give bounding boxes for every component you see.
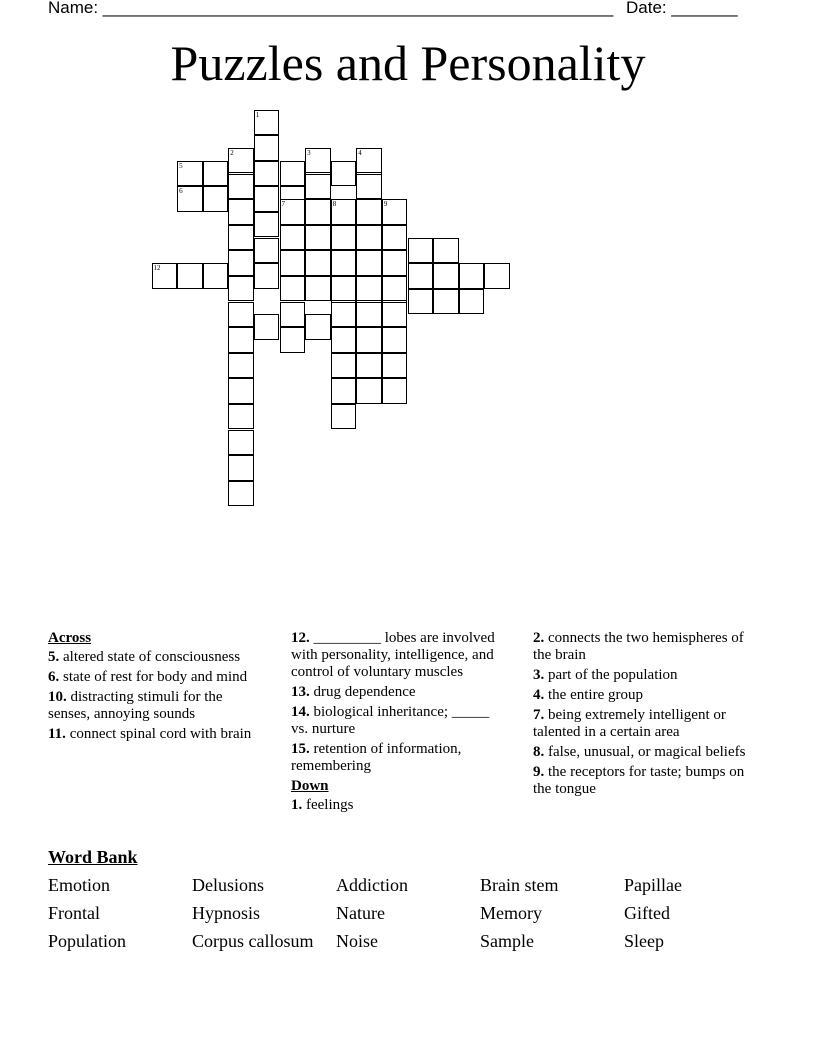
grid-cell[interactable]: [280, 161, 306, 187]
grid-cell[interactable]: [356, 327, 382, 353]
grid-cell[interactable]: [280, 276, 306, 302]
grid-cell[interactable]: [228, 430, 254, 456]
clues-column-2: [291, 630, 501, 817]
grid-cell[interactable]: [356, 225, 382, 251]
clue: [48, 669, 268, 686]
clue-text: state of rest for body and mind: [59, 669, 248, 685]
grid-cell[interactable]: [356, 302, 382, 328]
grid-cell[interactable]: [254, 186, 280, 212]
word-bank-word: Nature: [336, 903, 385, 923]
clue: [533, 630, 748, 664]
grid-cell[interactable]: [203, 263, 229, 289]
grid-cell[interactable]: [382, 225, 408, 251]
grid-cell[interactable]: [228, 378, 254, 404]
word-bank-word: Brain stem: [480, 875, 559, 895]
clue-number: 1: [255, 110, 260, 119]
clue-text: _________ lobes are involved with personality, intelligence, and control of voluntary muscles: [291, 630, 495, 680]
clue-number: 4.: [533, 687, 545, 703]
clue: [533, 764, 748, 798]
grid-cell[interactable]: [254, 161, 280, 187]
grid-cell[interactable]: [382, 378, 408, 404]
word-bank-word: Frontal: [48, 903, 100, 923]
grid-cell[interactable]: [433, 289, 459, 315]
grid-cell[interactable]: [356, 353, 382, 379]
clue-number: 8.: [533, 744, 545, 760]
grid-cell[interactable]: [280, 302, 306, 328]
clue-text: false, unusual, or magical beliefs: [544, 744, 746, 760]
grid-cell[interactable]: [177, 186, 203, 212]
grid-cell[interactable]: [356, 250, 382, 276]
clue-text: distracting stimuli for the senses, annoying sounds: [48, 689, 223, 722]
grid-cell[interactable]: [331, 199, 357, 225]
grid-cell[interactable]: [254, 212, 280, 238]
clue: [533, 707, 748, 741]
across-clue-list-continued: [291, 630, 501, 775]
clue-number: 2.: [533, 630, 545, 646]
word-bank-word: Addiction: [336, 875, 408, 895]
date-field[interactable]: Date: _______: [626, 0, 738, 17]
clue-number: 10.: [48, 689, 67, 705]
grid-cell[interactable]: [331, 276, 357, 302]
clue-text: being extremely intelligent or talented in a certain area: [533, 707, 726, 740]
down-heading: Down: [291, 778, 329, 794]
grid-cell[interactable]: [382, 302, 408, 328]
clue-number: 6.: [48, 669, 60, 685]
clue-number: 1.: [291, 797, 303, 813]
grid-cell[interactable]: [331, 353, 357, 379]
clue: [291, 741, 501, 775]
word-bank-row: [48, 931, 768, 959]
clue-number: 5: [179, 161, 183, 170]
clue-number: 15.: [291, 741, 310, 757]
grid-cell[interactable]: [382, 276, 408, 302]
word-bank: [48, 875, 768, 959]
clue-number: 14.: [291, 704, 310, 720]
grid-cell[interactable]: [305, 225, 331, 251]
grid-cell[interactable]: [305, 276, 331, 302]
grid-cell[interactable]: [152, 263, 178, 289]
word-bank-word: Population: [48, 931, 127, 951]
word-bank-word: Sample: [480, 931, 534, 951]
grid-cell[interactable]: [331, 378, 357, 404]
clue-number: 9: [383, 200, 388, 209]
clue-number: 12: [153, 264, 161, 273]
grid-cell[interactable]: [331, 250, 357, 276]
word-bank-word: Delusions: [192, 875, 264, 895]
word-bank-word: Noise: [336, 931, 378, 951]
grid-cell[interactable]: [228, 276, 254, 302]
grid-cell[interactable]: [356, 148, 382, 174]
clue: [533, 687, 748, 704]
word-bank-title: Word Bank: [48, 847, 138, 867]
grid-cell[interactable]: [228, 327, 254, 353]
word-bank-word: Papillae: [624, 875, 682, 895]
grid-cell[interactable]: [484, 263, 510, 289]
name-field[interactable]: Name: ______________________________________________________: [48, 0, 614, 17]
grid-cell[interactable]: [382, 250, 408, 276]
clue-number: 8: [332, 200, 337, 209]
down-clue-list: [291, 797, 501, 814]
grid-cell[interactable]: [382, 353, 408, 379]
grid-cell[interactable]: [331, 327, 357, 353]
grid-cell[interactable]: [228, 353, 254, 379]
clue-text: the entire group: [544, 687, 643, 703]
grid-cell[interactable]: [228, 404, 254, 430]
grid-cell[interactable]: [254, 135, 280, 161]
grid-cell[interactable]: [408, 263, 434, 289]
grid-cell[interactable]: [228, 302, 254, 328]
grid-cell[interactable]: [203, 161, 229, 187]
word-bank-word: Hypnosis: [192, 903, 261, 923]
grid-cell[interactable]: [305, 199, 331, 225]
grid-cell[interactable]: [433, 238, 459, 264]
clue-text: feelings: [302, 797, 354, 813]
grid-cell[interactable]: [280, 199, 306, 225]
clue: [291, 684, 501, 701]
clue: [291, 704, 501, 738]
grid-cell[interactable]: [228, 455, 254, 481]
clue-number: 4: [358, 148, 362, 157]
grid-cell[interactable]: [382, 199, 408, 225]
grid-cell[interactable]: [356, 276, 382, 302]
grid-cell[interactable]: [177, 263, 203, 289]
clue-text: altered state of consciousness: [59, 649, 241, 665]
grid-cell[interactable]: [228, 199, 254, 225]
grid-cell[interactable]: [254, 314, 280, 340]
clue-text: connect spinal cord with brain: [65, 726, 252, 742]
clue-number: 3: [307, 148, 311, 157]
grid-cell[interactable]: [356, 174, 382, 200]
grid-cell[interactable]: [228, 481, 254, 507]
grid-cell[interactable]: [305, 314, 331, 340]
grid-cell[interactable]: [459, 263, 485, 289]
grid-cell[interactable]: [203, 186, 229, 212]
grid-cell[interactable]: [331, 225, 357, 251]
word-bank-word: Corpus callosum: [192, 931, 314, 951]
across-heading: Across: [48, 630, 92, 646]
clue-number: 13.: [291, 684, 310, 700]
page-title: Puzzles and Personality: [170, 35, 646, 91]
grid-cell[interactable]: [382, 327, 408, 353]
grid-cell[interactable]: [459, 289, 485, 315]
clue-text: biological inheritance; _____ vs. nurture: [291, 704, 490, 737]
word-bank-word: Emotion: [48, 875, 110, 895]
word-bank-row: [48, 875, 768, 903]
clue: [48, 726, 268, 743]
clue: [533, 667, 748, 684]
clue-text: the receptors for taste; bumps on the tongue: [533, 764, 745, 797]
grid-cell[interactable]: [433, 263, 459, 289]
clue-number: 9.: [533, 764, 545, 780]
clue: [48, 689, 268, 723]
grid-cell[interactable]: [305, 148, 331, 174]
grid-cell[interactable]: [177, 161, 203, 187]
clue: [291, 630, 501, 681]
clue-text: part of the population: [544, 667, 678, 683]
grid-cell[interactable]: [280, 327, 306, 353]
grid-cell[interactable]: [228, 174, 254, 200]
clue-number: 3.: [533, 667, 545, 683]
clues-column-1: [48, 630, 268, 746]
grid-cell[interactable]: [280, 225, 306, 251]
clue-number: 6: [179, 187, 183, 196]
clue-number: 7: [281, 200, 285, 209]
word-bank-word: Gifted: [624, 903, 670, 923]
clue-text: retention of information, remembering: [291, 741, 462, 774]
grid-cell[interactable]: [408, 238, 434, 264]
clue-number: 12.: [291, 630, 310, 646]
clue-text: connects the two hemispheres of the brain: [533, 630, 744, 663]
grid-cell[interactable]: [408, 289, 434, 315]
grid-cell[interactable]: [280, 250, 306, 276]
clue: [48, 649, 268, 666]
clue: [291, 797, 501, 814]
grid-cell[interactable]: [254, 110, 280, 136]
clue-number: 5.: [48, 649, 60, 665]
grid-cell[interactable]: [254, 263, 280, 289]
clues-column-3: [533, 630, 748, 801]
clue: [533, 744, 748, 761]
word-bank-word: Memory: [480, 903, 542, 923]
grid-cell[interactable]: [331, 161, 357, 187]
grid-cell[interactable]: [356, 199, 382, 225]
grid-cell[interactable]: [305, 250, 331, 276]
grid-cell[interactable]: [228, 225, 254, 251]
clue-number: 11.: [48, 726, 66, 742]
clue-number: 2: [230, 148, 234, 157]
down-clue-list-continued: [533, 630, 748, 798]
clue-number: 7.: [533, 707, 545, 723]
clue-text: drug dependence: [309, 684, 416, 700]
grid-cell[interactable]: [305, 174, 331, 200]
grid-cell[interactable]: [356, 378, 382, 404]
grid-cell[interactable]: [331, 302, 357, 328]
grid-cell[interactable]: [228, 250, 254, 276]
grid-cell[interactable]: [228, 148, 254, 174]
word-bank-word: Sleep: [624, 931, 664, 951]
grid-cell[interactable]: [254, 238, 280, 264]
word-bank-row: [48, 903, 768, 931]
across-clue-list: [48, 649, 268, 743]
grid-cell[interactable]: [331, 404, 357, 430]
